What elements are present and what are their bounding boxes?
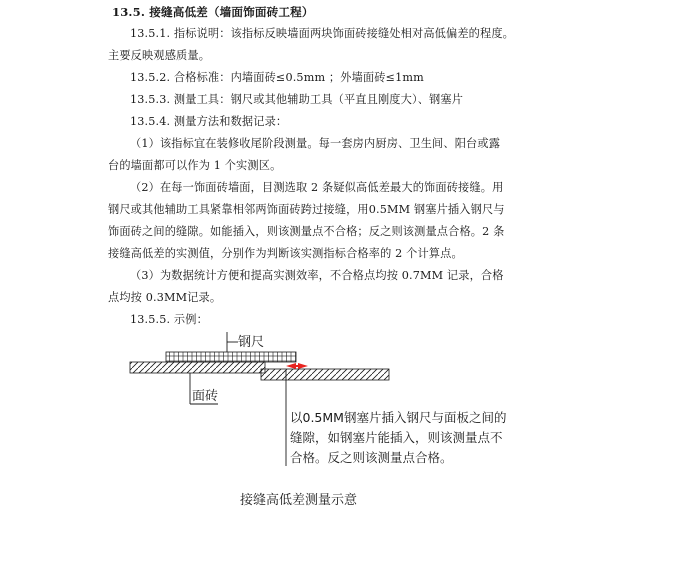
ruler-label: 钢尺 xyxy=(238,335,265,350)
section-heading: 13.5. 接缝高低差（墙面饰面砖工程） xyxy=(112,5,314,19)
paragraph-13-5-2: 13.5.2. 合格标准：内墙面砖≤0.5mm ；外墙面砖≤1mm xyxy=(130,71,424,84)
joint-height-diagram xyxy=(120,326,560,516)
diagram-caption: 接缝高低差测量示意 xyxy=(240,493,358,508)
paragraph-13-5-1: 13.5.1. 指标说明：该指标反映墙面两块饰面砖接缝处相对高低偏差的程度。 xyxy=(130,27,515,40)
right-tile xyxy=(261,369,389,380)
paragraph-item-1: （1）该指标宜在装修收尾阶段测量。每一套房内厨房、卫生间、阳台或露 xyxy=(130,137,501,150)
note-line-2: 缝隙，如钢塞片能插入，则该测量点不 xyxy=(290,430,503,445)
paragraph-item-3: （3）为数据统计方便和提高实测效率，不合格点均按 0.7MM 记录，合格 xyxy=(130,269,504,282)
left-tile xyxy=(130,362,265,373)
paragraph-13-5-3: 13.5.3. 测量工具：钢尺或其他辅助工具（平直且刚度大）、钢塞片 xyxy=(130,93,464,106)
paragraph-13-5-5: 13.5.5. 示例： xyxy=(130,313,208,326)
paragraph-item-2: （2）在每一饰面砖墙面，目测选取 2 条疑似高低差最大的饰面砖接缝。用 xyxy=(130,181,504,194)
note-line-3: 合格。反之则该测量点合格。 xyxy=(290,450,453,465)
paragraph-13-5-1-cont: 主要反映观感质量。 xyxy=(108,49,211,62)
steel-ruler xyxy=(166,352,296,362)
paragraph-item-2-cont-c: 接缝高低差的实测值，分别作为判断该实测指标合格率的 2 个计算点。 xyxy=(108,247,463,260)
paragraph-item-2-cont-b: 饰面砖之间的缝隙。如能插入，则该测量点不合格；反之则该测量点合格。2 条 xyxy=(108,225,505,238)
tile-label: 面砖 xyxy=(192,389,219,404)
paragraph-13-5-4: 13.5.4. 测量方法和数据记录： xyxy=(130,115,288,128)
note-line-1: 以0.5MM钢塞片插入钢尺与面板之间的 xyxy=(290,410,507,425)
paragraph-item-2-cont-a: 钢尺或其他辅助工具紧靠相邻两饰面砖跨过接缝，用0.5MM 钢塞片插入钢尺与 xyxy=(108,203,505,216)
paragraph-item-3-cont: 点均按 0.3MM记录。 xyxy=(108,291,222,304)
paragraph-item-1-cont: 台的墙面都可以作为 1 个实测区。 xyxy=(108,159,282,172)
